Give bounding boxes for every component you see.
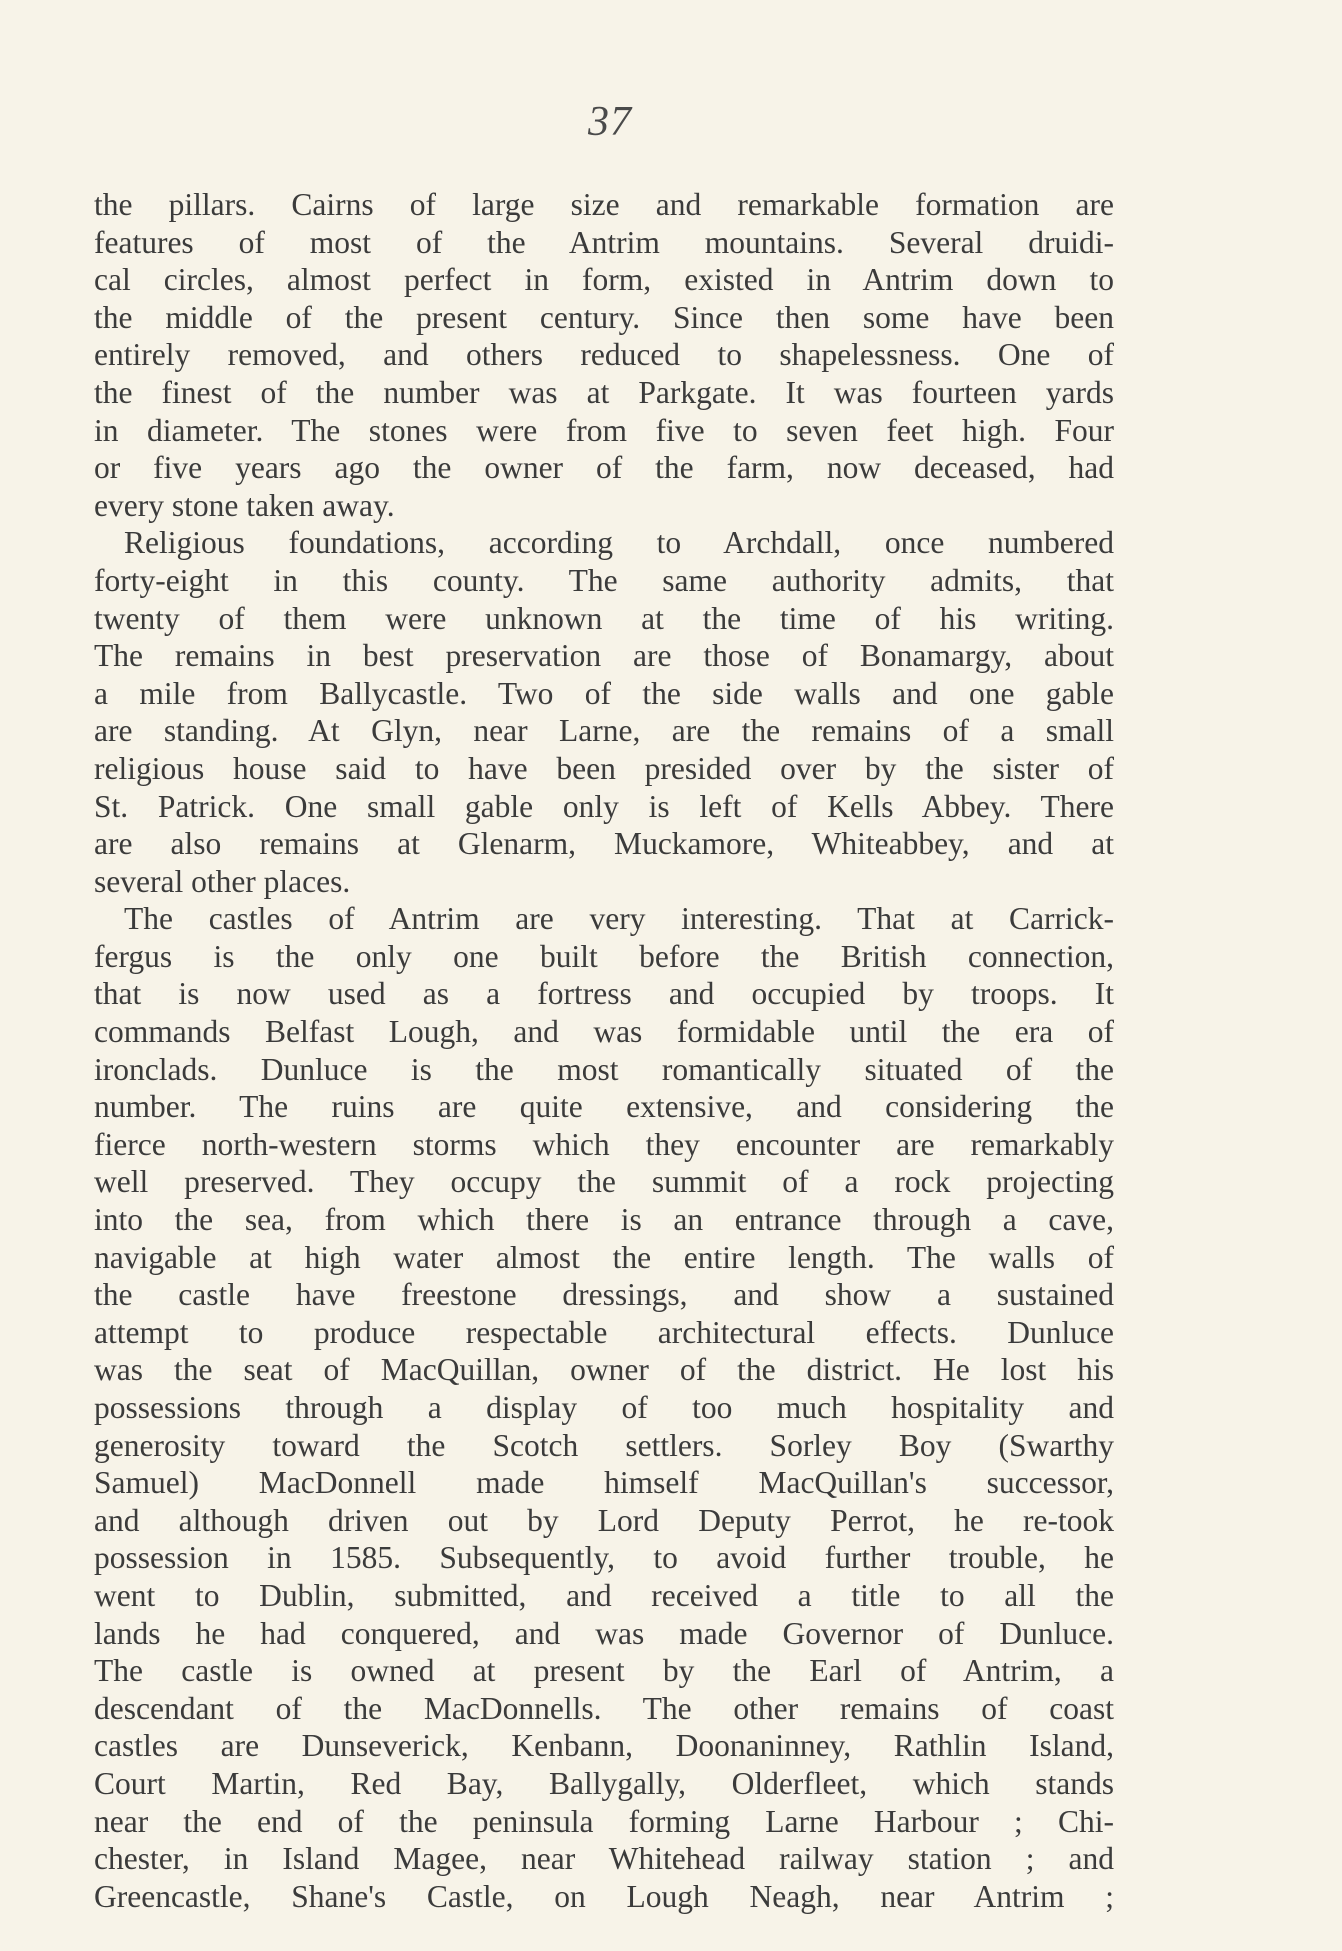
text-line: the pillars. Cairns of large size and remarkable formation are — [94, 187, 1114, 222]
text-line: descendant of the MacDonnells. The other remains of coast — [94, 1690, 1114, 1726]
text-line: a mile from Ballycastle. Two of the side walls and one gable — [94, 675, 1114, 711]
text-line: in diameter. The stones were from five to seven feet high. Four — [94, 412, 1114, 448]
text-line: fergus is the only one built before the British connection, — [94, 938, 1114, 974]
text-line: possession in 1585. Subsequently, to avoid further trouble, he — [94, 1540, 1114, 1576]
text-line: possessions through a display of too much hospitality and — [94, 1390, 1114, 1425]
text-line: every stone taken away. — [94, 487, 395, 523]
text-line: Religious foundations, according to Archdall, once numbered — [124, 525, 1114, 561]
text-line: went to Dublin, submitted, and received a title to all the — [94, 1577, 1114, 1613]
text-line: features of most of the Antrim mountains. Several druidi- — [94, 224, 1114, 260]
text-line: was the seat of MacQuillan, owner of the district. He lost his — [94, 1352, 1114, 1388]
text-line: The castles of Antrim are very interesting. That at Carrick- — [124, 901, 1114, 937]
text-line: are also remains at Glenarm, Muckamore, Whiteabbey, and at — [94, 826, 1114, 862]
text-line: religious house said to have been presided over by the sister of — [94, 750, 1114, 786]
text-line: ironclads. Dunluce is the most romantically situated of the — [94, 1051, 1114, 1087]
text-line: near the end of the peninsula forming Larne Harbour ; Chi- — [94, 1803, 1114, 1839]
text-line: fierce north-western storms which they encounter are remarkably — [94, 1126, 1114, 1162]
text-line: castles are Dunseverick, Kenbann, Doonaninney, Rathlin Island, — [94, 1728, 1114, 1764]
text-line: twenty of them were unknown at the time of his writing. — [94, 600, 1114, 636]
text-line: cal circles, almost perfect in form, existed in Antrim down to — [94, 262, 1114, 298]
text-line: commands Belfast Lough, and was formidable until the era of — [94, 1014, 1114, 1050]
text-line: Greencastle, Shane's Castle, on Lough Neagh, near Antrim ; — [94, 1878, 1114, 1914]
text-line: Samuel) MacDonnell made himself MacQuillan's successor, — [94, 1465, 1114, 1501]
text-line: Court Martin, Red Bay, Ballygally, Olderfleet, which stands — [94, 1765, 1114, 1801]
text-line: entirely removed, and others reduced to shapelessness. One of — [94, 337, 1114, 373]
text-line: chester, in Island Magee, near Whitehead railway station ; and — [94, 1841, 1114, 1877]
text-line: generosity toward the Scotch settlers. Sorley Boy (Swarthy — [94, 1427, 1114, 1463]
text-line: into the sea, from which there is an entrance through a cave, — [94, 1202, 1114, 1238]
text-line: number. The ruins are quite extensive, and considering the — [94, 1089, 1114, 1125]
text-line: the castle have freestone dressings, and show a sustained — [94, 1277, 1114, 1313]
text-line: several other places. — [94, 863, 351, 899]
text-line: the finest of the number was at Parkgate. It was fourteen yards — [94, 374, 1114, 410]
text-line: or five years ago the owner of the farm, now deceased, had — [94, 450, 1114, 486]
text-line: the middle of the present century. Since then some have been — [94, 299, 1114, 335]
text-line: The castle is owned at present by the Earl of Antrim, a — [94, 1653, 1114, 1689]
text-line: forty-eight in this county. The same authority admits, that — [94, 562, 1114, 598]
text-line: St. Patrick. One small gable only is left of Kells Abbey. There — [94, 788, 1114, 824]
text-line: lands he had conquered, and was made Governor of Dunluce. — [94, 1615, 1114, 1651]
body-text — [94, 186, 1114, 1915]
text-line: navigable at high water almost the entire length. The walls of — [94, 1239, 1114, 1275]
text-line: and although driven out by Lord Deputy Perrot, he re-took — [94, 1502, 1114, 1538]
text-line: that is now used as a fortress and occupied by troops. It — [94, 976, 1114, 1012]
text-line: are standing. At Glyn, near Larne, are the remains of a small — [94, 713, 1114, 749]
page-number: 37 — [588, 99, 632, 145]
text-line: attempt to produce respectable architectural effects. Dunluce — [94, 1314, 1114, 1350]
text-line: well preserved. They occupy the summit of a rock projecting — [94, 1164, 1114, 1200]
text-line: The remains in best preservation are those of Bonamargy, about — [94, 638, 1114, 674]
